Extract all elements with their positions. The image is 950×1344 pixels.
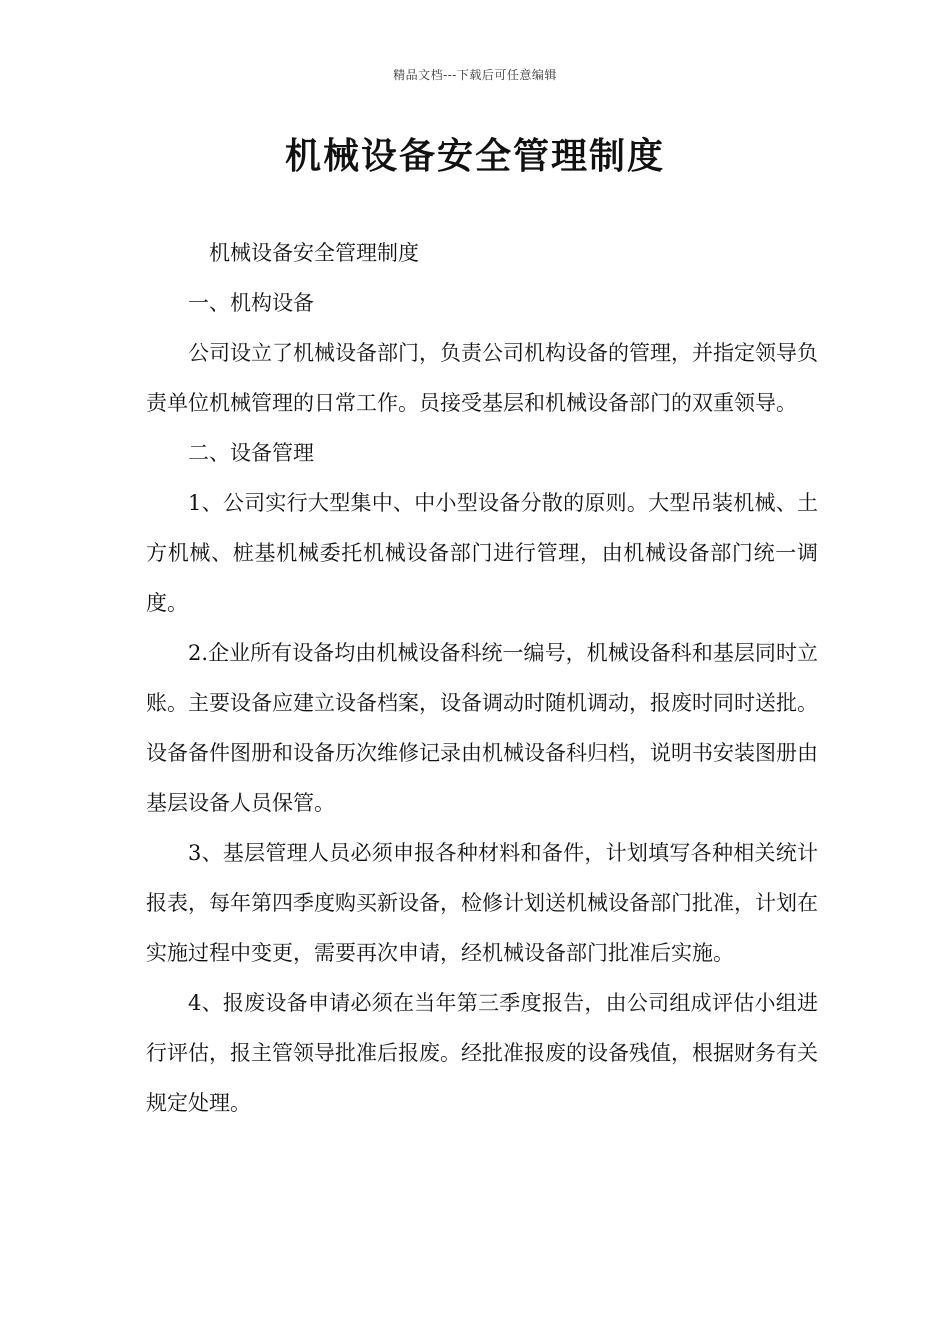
paragraph-3: 2.企业所有设备均由机械设备科统一编号，机械设备科和基层同时立账。主要设备应建立设备档案，设备调动时随机调动，报废时同时送批。设备备件图册和设备历次维修记录由机械设备科归档，说明书安装图册由基层设备人员保管。 <box>146 641 818 815</box>
body-subtitle: 机械设备安全管理制度 <box>209 241 419 265</box>
paragraph-4: 3、基层管理人员必须申报各种材料和备件，计划填写各种相关统计报表，每年第四季度购买新设备，检修计划送机械设备部门批准，计划在实施过程中变更，需要再次申请，经机械设备部门批准后实施。 <box>146 841 818 965</box>
paragraph-5: 4、报废设备申请必须在当年第三季度报告，由公司组成评估小组进行评估，报主管领导批准后报废。经批准报废的设备残值，根据财务有关规定处理。 <box>146 991 818 1115</box>
document-body <box>146 228 818 1128</box>
paragraph-1: 公司设立了机械设备部门，负责公司机构设备的管理，并指定领导负责单位机械管理的日常工作。员接受基层和机械设备部门的双重领导。 <box>146 341 818 415</box>
paragraph-2: 1、公司实行大型集中、中小型设备分散的原则。大型吊装机械、土方机械、桩基机械委托机械设备部门进行管理，由机械设备部门统一调度。 <box>146 491 818 615</box>
section-heading-1: 一、机构设备 <box>188 291 314 315</box>
section-heading-2: 二、设备管理 <box>188 441 314 465</box>
header-note: 精品文档---下载后可任意编辑 <box>393 68 557 82</box>
document-title: 机械设备安全管理制度 <box>284 135 665 177</box>
